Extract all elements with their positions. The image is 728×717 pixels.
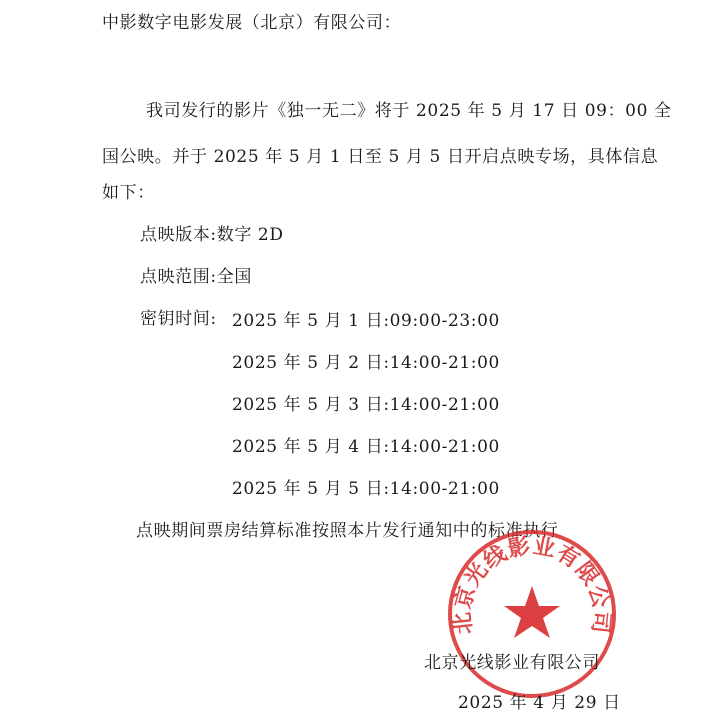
screening-scope: 点映范围:全国 bbox=[140, 267, 252, 287]
body-line-2: 国公映。并于 2025 年 5 月 1 日至 5 月 5 日开启点映专场，具体信息 bbox=[102, 147, 659, 167]
key-time-2: 2025 年 5 月 2 日:14:00-21:00 bbox=[232, 353, 500, 373]
key-time-3: 2025 年 5 月 3 日:14:00-21:00 bbox=[232, 395, 500, 415]
company-seal bbox=[446, 528, 618, 700]
recipient-line: 中影数字电影发展（北京）有限公司： bbox=[102, 13, 402, 33]
star-icon bbox=[504, 586, 560, 638]
key-time-1: 2025 年 5 月 1 日:09:00-23:00 bbox=[232, 311, 500, 331]
company-seal-graphic bbox=[446, 528, 618, 700]
settlement-note: 点映期间票房结算标准按照本片发行通知中的标准执行 bbox=[136, 521, 559, 541]
key-time-4: 2025 年 5 月 4 日:14:00-21:00 bbox=[232, 437, 500, 457]
key-time-5: 2025 年 5 月 5 日:14:00-21:00 bbox=[232, 479, 500, 499]
key-time-label: 密钥时间: bbox=[140, 309, 217, 329]
body-line-3: 如下： bbox=[102, 183, 155, 203]
signature-company: 北京光线影业有限公司 bbox=[424, 653, 600, 673]
seal-text: 北京光线影业有限公司 bbox=[450, 533, 614, 636]
body-line-1: 我司发行的影片《独一无二》将于 2025 年 5 月 17 日 09：00 全 bbox=[146, 101, 672, 121]
screening-version: 点映版本:数字 2D bbox=[140, 225, 284, 245]
signature-date: 2025 年 4 月 29 日 bbox=[458, 693, 621, 713]
